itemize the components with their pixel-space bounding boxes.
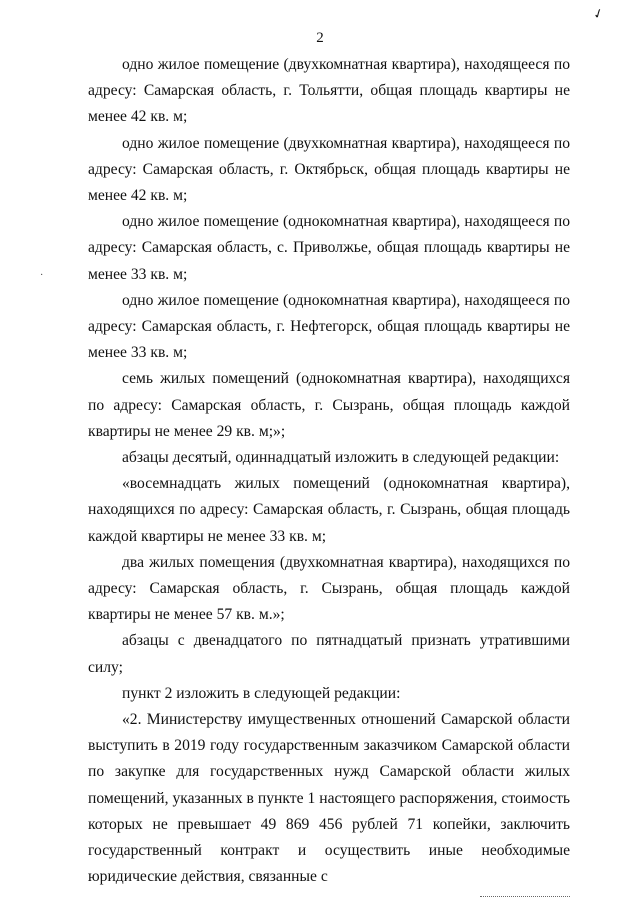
page-number: 2 bbox=[316, 30, 324, 46]
scan-edge-line bbox=[480, 896, 570, 897]
paragraph-privolzhye: одно жилое помещение (однокомнатная квартира), находящееся по адресу: Самарская область, с. Приволжье, общая площадь квартиры не менее 33 кв. м; bbox=[88, 213, 570, 283]
paragraph-point-2-text: «2. Министерству имущественных отношений Самарской области выступить в 2019 году государственным заказчиком Самарской области по закупке для государственных нужд Самарской области жилых помещений, указанных в пункте 1 настоящего распоряжения, стоимость которых не превышает 49 869 456 рублей 71 копейки, заключить государственный контракт и осуществить иные необходимые юридические действия, связанные с bbox=[88, 711, 570, 886]
paragraph-syzran-eighteen: «восемнадцать жилых помещений (однокомнатная квартира), находящихся по адресу: Самарская область, г. Сызрань, общая площадь каждой квартиры не менее 33 кв. м; bbox=[88, 475, 570, 545]
paragraph-oktyabrsk: одно жилое помещение (двухкомнатная квартира), находящееся по адресу: Самарская область, г. Октябрьск, общая площадь квартиры не менее 42 кв. м; bbox=[88, 134, 570, 205]
paragraph-syzran-seven: семь жилых помещений (однокомнатная квартира), находящихся по адресу: Самарская область, г. Сызрань, общая площадь каждой квартиры не менее 29 кв. м;»; bbox=[88, 370, 570, 440]
paragraph-amend-10-11: абзацы десятый, одиннадцатый изложить в следующей редакции: bbox=[122, 449, 560, 467]
scan-speck: · bbox=[40, 270, 44, 281]
document-body bbox=[88, 52, 570, 891]
check-mark-icon: ✓ bbox=[590, 4, 606, 23]
paragraph-repeal-12-15: абзацы с двенадцатого по пятнадцатый признать утратившими силу; bbox=[88, 632, 570, 676]
paragraph-tolyatti: одно жилое помещение (двухкомнатная квартира), находящееся по адресу: Самарская область, г. Тольятти, общая площадь квартиры не менее 42 кв. м; bbox=[88, 56, 570, 126]
paragraph-neftegorsk: одно жилое помещение (однокомнатная квартира), находящееся по адресу: Самарская область, г. Нефтегорск, общая площадь квартиры не менее 33 кв. м; bbox=[88, 291, 570, 362]
paragraph-syzran-two: два жилых помещения (двухкомнатная квартира), находящихся по адресу: Самарская область, г. Сызрань, общая площадь каждой квартиры не менее 57 кв. м.»; bbox=[88, 553, 570, 624]
paragraph-amend-point-2: пункт 2 изложить в следующей редакции: bbox=[122, 684, 401, 702]
